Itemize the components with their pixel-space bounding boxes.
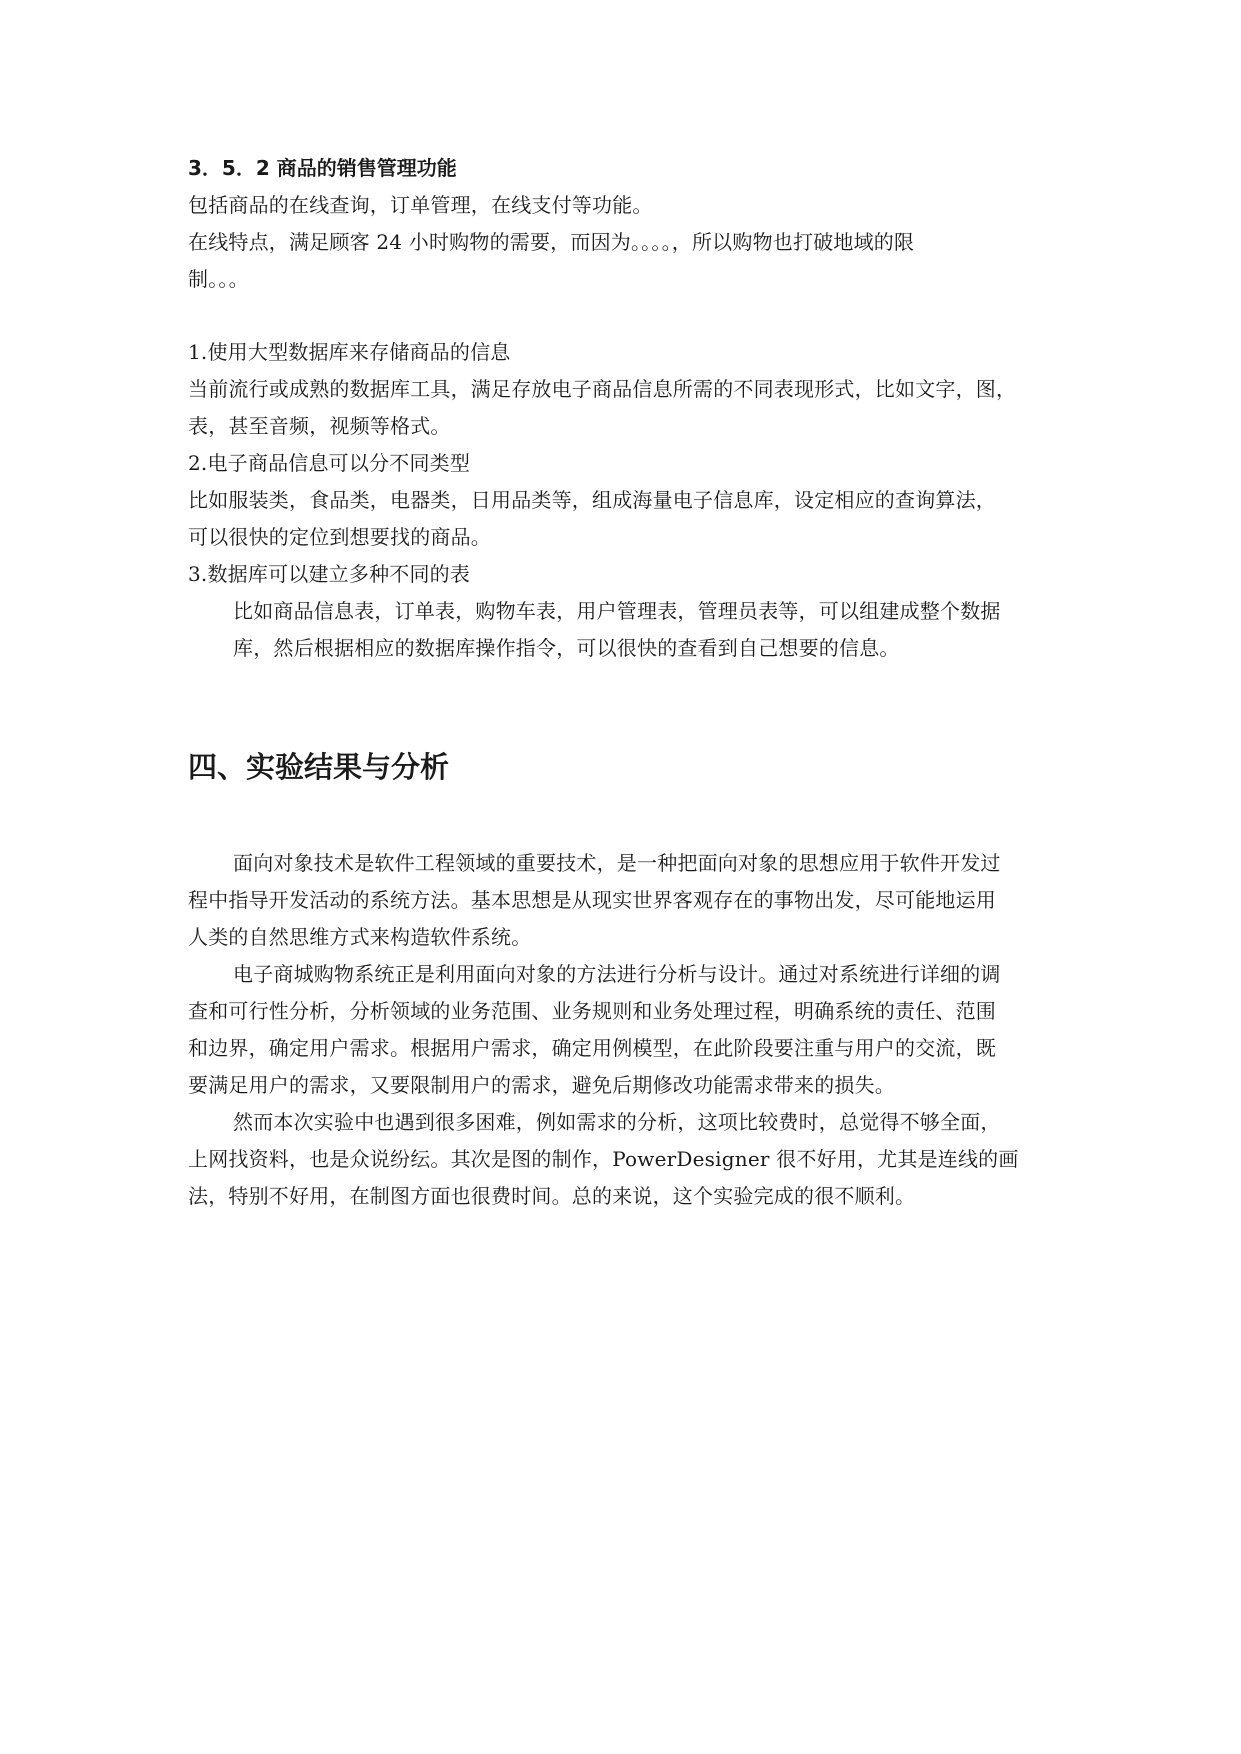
list-item-3-line-2: 库，然后根据相应的数据库操作指令，可以很快的查看到自己想要的信息。 xyxy=(233,636,900,660)
paragraph-3-line-1: 然而本次实验中也遇到很多困难，例如需求的分析，这项比较费时，总觉得不够全面， xyxy=(233,1110,1001,1134)
section-3-5-2-title: 3．5．2 商品的销售管理功能 xyxy=(188,156,457,180)
section-4-heading: 四、实验结果与分析 xyxy=(188,750,450,784)
section-3-5-2-line-3: 制。。。 xyxy=(188,267,249,291)
section-3-5-2-line-2: 在线特点，满足顾客 24 小时购物的需要，而因为。。。。，所以购物也打破地域的限 xyxy=(188,230,915,254)
spacer xyxy=(188,787,1058,845)
spacer xyxy=(188,298,1058,334)
list-item-3-line-1: 比如商品信息表，订单表，购物车表，用户管理表，管理员表等，可以组建成整个数据 xyxy=(233,599,1001,623)
document-page xyxy=(188,150,1058,1215)
paragraph-1-line-2: 程中指导开发活动的系统方法。基本思想是从现实世界客观存在的事物出发，尽可能地运用 xyxy=(188,888,996,912)
paragraph-1-line-1: 面向对象技术是软件工程领域的重要技术，是一种把面向对象的思想应用于软件开发过 xyxy=(233,851,1001,875)
list-item-3-title: 3.数据库可以建立多种不同的表 xyxy=(188,562,471,586)
list-item-1-line-1: 当前流行或成熟的数据库工具，满足存放电子商品信息所需的不同表现形式，比如文字，图， xyxy=(188,377,1017,401)
paragraph-1-line-3: 人类的自然思维方式来构造软件系统。 xyxy=(188,925,532,949)
paragraph-3-line-3: 法，特别不好用，在制图方面也很费时间。总的来说，这个实验完成的很不顺利。 xyxy=(188,1184,916,1208)
paragraph-2-line-1: 电子商城购物系统正是利用面向对象的方法进行分析与设计。通过对系统进行详细的调 xyxy=(233,962,1001,986)
list-item-2-title: 2.电子商品信息可以分不同类型 xyxy=(188,451,471,475)
paragraph-2-line-2: 查和可行性分析，分析领域的业务范围、业务规则和业务处理过程，明确系统的责任、范围 xyxy=(188,999,996,1023)
list-item-2-line-1: 比如服装类，食品类，电器类，日用品类等，组成海量电子信息库，设定相应的查询算法， xyxy=(188,488,996,512)
paragraph-3-line-2: 上网找资料，也是众说纷纭。其次是图的制作，PowerDesigner 很不好用，尤其是连线的画 xyxy=(188,1147,1019,1171)
spacer xyxy=(188,667,1058,747)
paragraph-2-line-4: 要满足用户的需求，又要限制用户的需求，避免后期修改功能需求带来的损失。 xyxy=(188,1073,895,1097)
list-item-1-line-2: 表，甚至音频，视频等格式。 xyxy=(188,414,451,438)
list-item-1-title: 1.使用大型数据库来存储商品的信息 xyxy=(188,340,511,364)
paragraph-2-line-3: 和边界，确定用户需求。根据用户需求，确定用例模型，在此阶段要注重与用户的交流，既 xyxy=(188,1036,996,1060)
section-3-5-2-line-1: 包括商品的在线查询，订单管理，在线支付等功能。 xyxy=(188,193,653,217)
list-item-2-line-2: 可以很快的定位到想要找的商品。 xyxy=(188,525,491,549)
